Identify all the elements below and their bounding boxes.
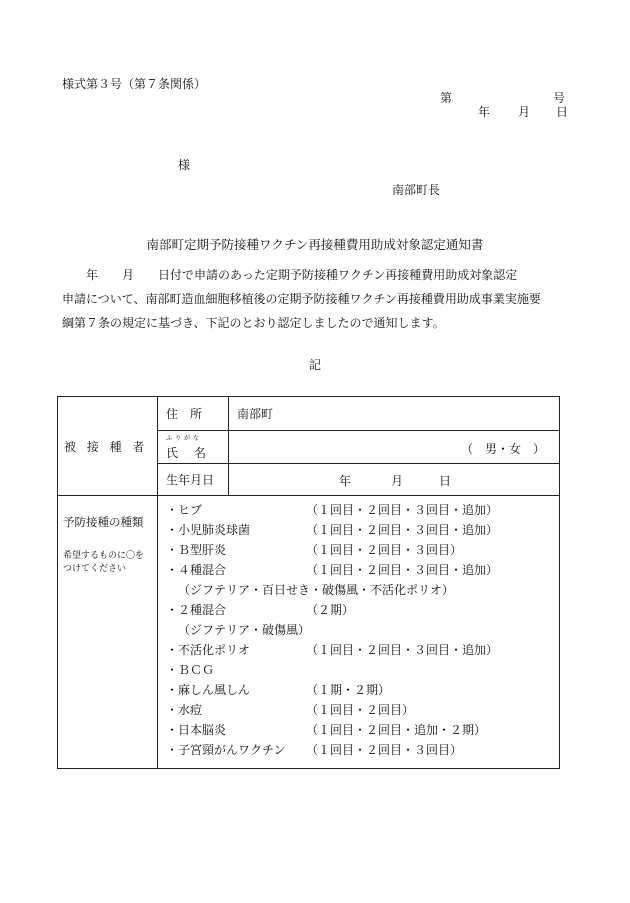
list-item[interactable] [166,600,559,620]
date-day: 日 [556,105,569,119]
furigana-label: ふりがな [166,435,203,442]
list-item-note [166,580,559,600]
vaccine-note-line-2: つけてください [63,564,127,574]
address-field[interactable]: 南部町 [229,397,560,431]
date-year: 年 [478,105,491,119]
vaccine-doses[interactable]: （１回目・２回目・３回目・追加） [306,503,499,517]
vaccine-components: （ジフテリア・百日せき・破傷風・不活化ポリオ） [178,583,454,597]
vaccine-name: ・不活化ポリオ [166,643,250,657]
list-item[interactable] [166,520,559,540]
gender-selector[interactable]: （ 男・女 ） [460,442,545,456]
vaccine-label: 予防接種の種類 [63,515,144,529]
name-label: 氏名 [166,446,223,460]
recipient-label: 被接種者 [58,397,158,496]
bd-day: 日 [439,474,452,488]
list-item[interactable] [166,660,559,680]
body-line-1: 年 月 日付で申請のあった定期予防接種ワクチン再接種費用助成対象認定 [62,268,518,282]
vaccine-doses[interactable]: （１回目・２回目・３回目） [306,543,463,557]
number-suffix: 号 [552,91,565,105]
list-item[interactable] [166,740,559,760]
vaccine-name: ・Ｂ型肝炎 [166,543,227,557]
vaccine-note-line-1: 希望するものに〇を [63,551,145,561]
vaccine-name: ・小児肺炎球菌 [166,523,251,537]
list-item[interactable] [166,720,559,740]
list-item[interactable] [166,500,559,520]
vaccine-name: ・麻しん風しん [166,683,251,697]
name-field[interactable] [229,431,560,464]
name-label-cell [158,431,229,464]
addressee-suffix: 様 [178,158,191,172]
vaccine-components: （ジフテリア・破傷風） [178,623,311,637]
vaccine-doses[interactable]: （２期） [306,603,355,617]
vaccine-doses[interactable]: （１回目・２回目・３回目・追加） [306,563,499,577]
vaccine-name: ・子宮頸がんワクチン [166,743,286,757]
body-text [62,263,572,335]
list-item[interactable] [166,540,559,560]
list-item[interactable] [166,560,559,580]
birthdate-label: 生年月日 [158,464,229,496]
address-label: 住 所 [158,397,229,431]
vaccine-name: ・２種混合 [166,603,227,617]
table-row [58,496,560,769]
ki-heading: 記 [308,358,321,372]
bd-year: 年 [339,474,352,488]
form-number: 様式第３号（第７条関係） [62,77,207,91]
vaccine-doses[interactable]: （１回目・２回目・追加・２期） [306,723,487,737]
vaccine-list [158,496,560,769]
number-prefix: 第 [440,91,453,105]
vaccine-doses[interactable]: （１回目・２回目・３回目・追加） [306,643,499,657]
sender-name: 南部町長 [392,183,441,197]
body-line-3: 綱第７条の規定に基づき、下記のとおり認定しましたので通知します。 [62,316,445,330]
list-item[interactable] [166,640,559,660]
vaccine-name: ・ＢＣＧ [166,663,215,677]
table-row [58,397,560,431]
list-item-note [166,620,559,640]
recipient-table [57,396,560,769]
list-item[interactable] [166,680,559,700]
vaccine-label-cell [58,496,158,769]
issue-date-line [478,103,568,117]
vaccine-doses[interactable]: （１期・２期） [306,683,391,697]
vaccine-doses[interactable]: （１回目・２回目・３回目） [306,743,463,757]
bd-month: 月 [391,474,404,488]
vaccine-name: ・４種混合 [166,563,227,577]
vaccine-doses[interactable]: （１回目・２回目・３回目・追加） [306,523,499,537]
vaccine-name: ・日本脳炎 [166,723,227,737]
list-item[interactable] [166,700,559,720]
vaccine-doses[interactable]: （１回目・２回目） [306,703,415,717]
document-title: 南部町定期予防接種ワクチン再接種費用助成対象認定通知書 [146,237,484,252]
birthdate-field[interactable] [229,464,560,496]
vaccine-name: ・ヒブ [166,503,203,517]
body-line-2: 申請について、南部町造血細胞移植後の定期予防接種ワクチン再接種費用助成事業実施要 [62,292,541,306]
date-month: 月 [518,105,531,119]
document-number-line [440,89,565,103]
vaccine-note [63,550,157,576]
vaccine-name: ・水痘 [166,703,203,717]
